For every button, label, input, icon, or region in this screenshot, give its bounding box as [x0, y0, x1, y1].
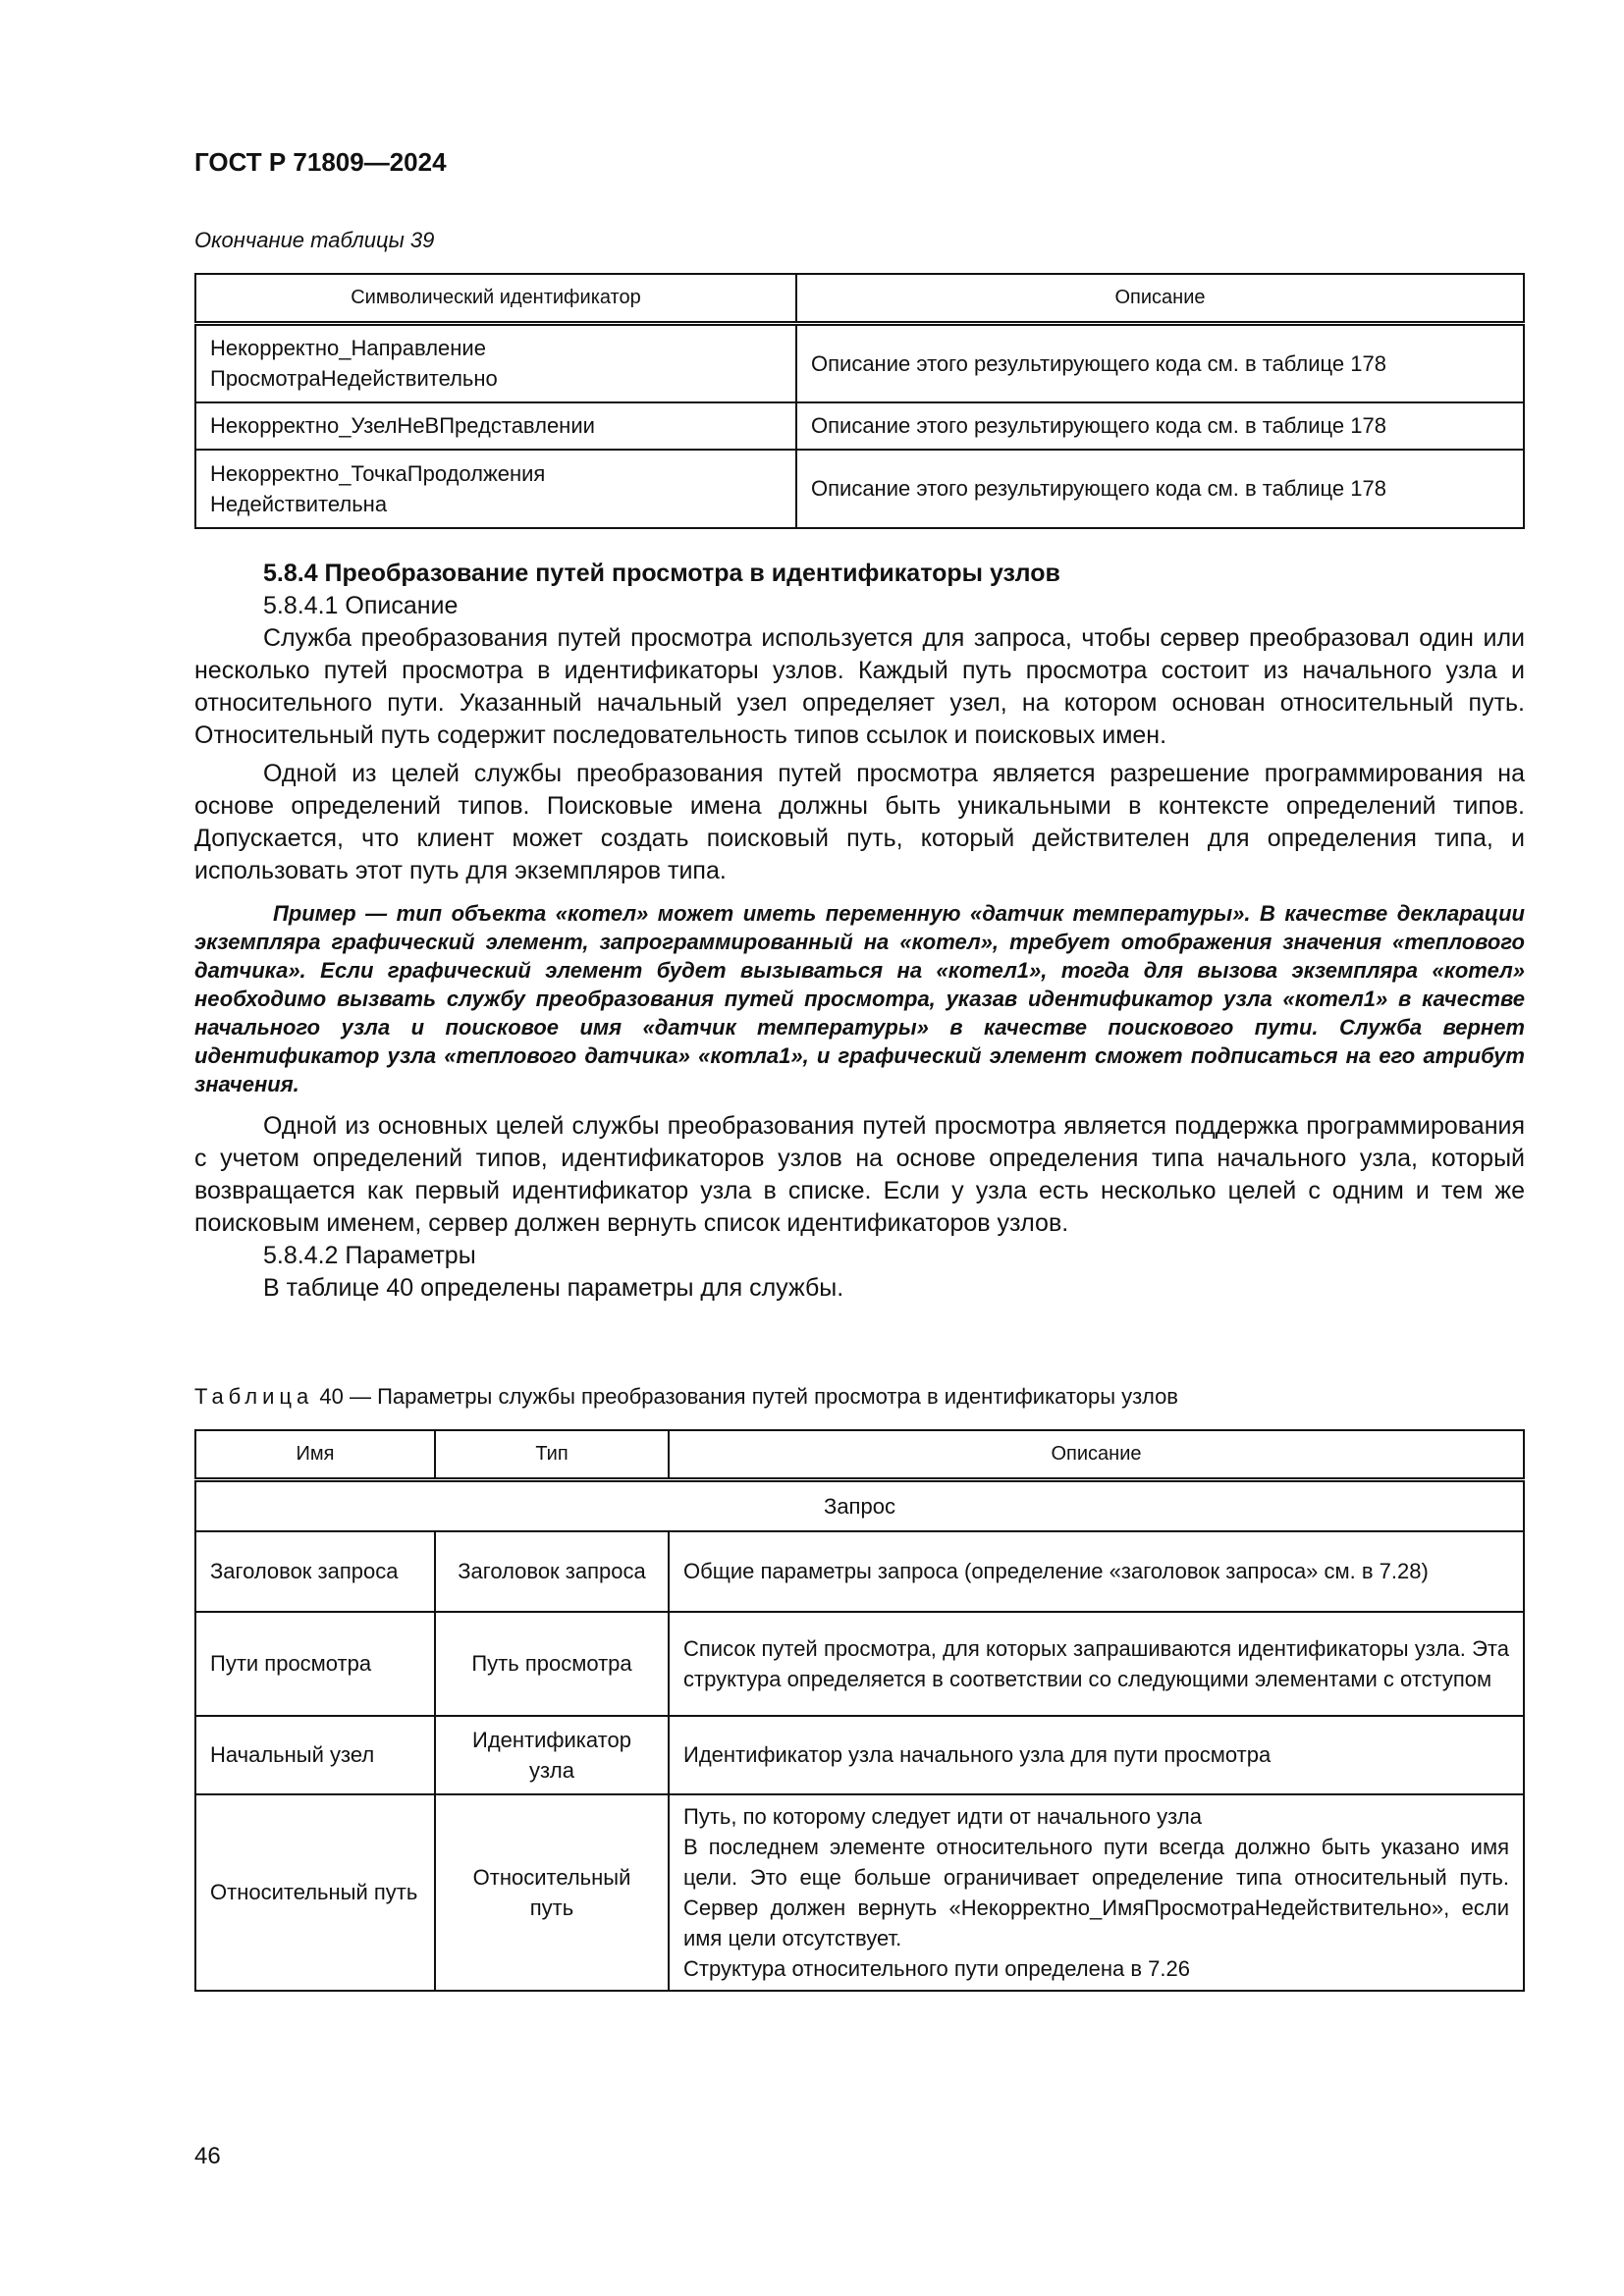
table-caption-text: 40 — Параметры службы преобразования путей просмотра в идентификаторы узлов	[319, 1384, 1178, 1409]
table-cell-description	[669, 1716, 1524, 1794]
table-row	[195, 1794, 1524, 1991]
table-cell-type: Идентификатор узла	[435, 1716, 669, 1794]
identifier-line: Некорректно_Направление	[210, 336, 486, 361]
table-cell-description	[669, 1612, 1524, 1716]
paragraph: Одной из основных целей службы преобразования путей просмотра является поддержка программирования с учетом определений типов, идентификаторов узлов на основе определения типа начального узла, который возвращается как первый идентификатор узла в списке. Если у узла есть несколько целей с одним и тем же поисковым именем, сервер должен вернуть список идентификаторов узлов.	[194, 1112, 1525, 1237]
table-cell-description	[669, 1794, 1524, 1991]
table-cell-identifier	[195, 402, 796, 450]
page-number: 46	[194, 2143, 221, 2169]
table-cell-name: Пути просмотра	[195, 1612, 435, 1716]
table-caption-word: Таблица	[194, 1384, 314, 1409]
table-cell-identifier	[195, 324, 796, 402]
column-header: Описание	[796, 274, 1524, 324]
identifier-line: Некорректно_ТочкаПродолжения	[210, 460, 546, 486]
table-header-row	[195, 274, 1524, 324]
table-row	[195, 1716, 1524, 1794]
subsection-title: 5.8.4.1 Описание	[263, 592, 459, 619]
table-cell-description: Описание этого результирующего кода см. в таблице 178	[796, 324, 1524, 402]
subsection-title: 5.8.4.2 Параметры	[263, 1242, 476, 1269]
table-row	[195, 1612, 1524, 1716]
description-line: Идентификатор узла начального узла для пути просмотра	[683, 1742, 1272, 1767]
table-cell-type: Заголовок запроса	[435, 1531, 669, 1612]
identifier-line: Некорректно_УзелНеВПредставлении	[210, 413, 595, 438]
description-line: В последнем элементе относительного пути всегда должно быть указано имя цели. Это еще больше ограничивает определение типа относительный путь. Сервер должен вернуть «Некорректно_ИмяПросмотраНедействительно», если имя цели отсутствует.	[683, 1834, 1509, 1950]
description-line: Путь, по которому следует идти от начального узла	[683, 1803, 1202, 1829]
table-cell-description: Описание этого результирующего кода см. в таблице 178	[796, 450, 1524, 528]
table-row	[195, 324, 1524, 402]
description-line: Список путей просмотра, для которых запрашиваются идентификаторы узла. Эта структура определяется в соответствии со следующими элементами с отступом	[683, 1635, 1509, 1691]
paragraph: Служба преобразования путей просмотра используется для запроса, чтобы сервер преобразовал один или несколько путей просмотра в идентификаторы узлов. Каждый путь просмотра состоит из начального узла и относительного пути. Указанный начальный узел определяет узел, на котором основан относительный путь. Относительный путь содержит последовательность типов ссылок и поисковых имен.	[194, 624, 1525, 749]
column-header: Тип	[435, 1430, 669, 1480]
table-group-row	[195, 1480, 1524, 1531]
standard-header: ГОСТ Р 71809—2024	[194, 147, 447, 177]
group-label: Запрос	[195, 1480, 1524, 1531]
section-title: 5.8.4 Преобразование путей просмотра в идентификаторы узлов	[263, 560, 1060, 587]
table-40	[194, 1429, 1525, 1992]
description-line: Общие параметры запроса (определение «заголовок запроса» см. в 7.28)	[683, 1559, 1429, 1583]
paragraph: Одной из целей службы преобразования путей просмотра является разрешение программирования на основе определений типов. Поисковые имена должны быть уникальными в контексте определений типов. Допускается, что клиент может создать поисковый путь, который действителен для определения типа, и использовать этот путь для экземпляров типа.	[194, 760, 1525, 884]
table-39	[194, 273, 1525, 529]
column-header: Описание	[669, 1430, 1524, 1480]
column-header: Символический идентификатор	[195, 274, 796, 324]
description-line: Структура относительного пути определена в 7.26	[683, 1955, 1190, 1981]
paragraph: В таблице 40 определены параметры для службы.	[263, 1274, 844, 1302]
identifier-line: Недействительна	[210, 491, 388, 516]
section-body	[194, 558, 1525, 1305]
table-cell-name: Заголовок запроса	[195, 1531, 435, 1612]
table-row	[195, 450, 1524, 528]
table40-caption	[194, 1384, 1178, 1410]
table-row	[195, 1531, 1524, 1612]
table-cell-type: Относительный путь	[435, 1794, 669, 1991]
table-cell-type: Путь просмотра	[435, 1612, 669, 1716]
table-cell-identifier	[195, 450, 796, 528]
table-cell-description	[669, 1531, 1524, 1612]
example-note: Пример — тип объекта «котел» может иметь переменную «датчик температуры». В качестве декларации экземпляра графический элемент, запрограммированный на «котел», требует отображения значения «теплового датчика». Если графический элемент будет вызываться на «котел1», тогда для вызова экземпляра «котел» необходимо вызвать службу преобразования путей просмотра, указав идентификатор узла «котел1» в качестве начального узла и поисковое имя «датчик температуры» в качестве поискового пути. Служба вернет идентификатор узла «теплового датчика» «котла1», и графический элемент сможет подписаться на его атрибут значения.	[194, 901, 1525, 1096]
table-cell-name: Относительный путь	[195, 1794, 435, 1991]
column-header: Имя	[195, 1430, 435, 1480]
table39-continuation-caption: Окончание таблицы 39	[194, 228, 435, 252]
identifier-line: ПросмотраНедействительно	[210, 366, 498, 392]
table-cell-description: Описание этого результирующего кода см. в таблице 178	[796, 402, 1524, 450]
table-header-row	[195, 1430, 1524, 1480]
table-row	[195, 402, 1524, 450]
table-cell-name: Начальный узел	[195, 1716, 435, 1794]
